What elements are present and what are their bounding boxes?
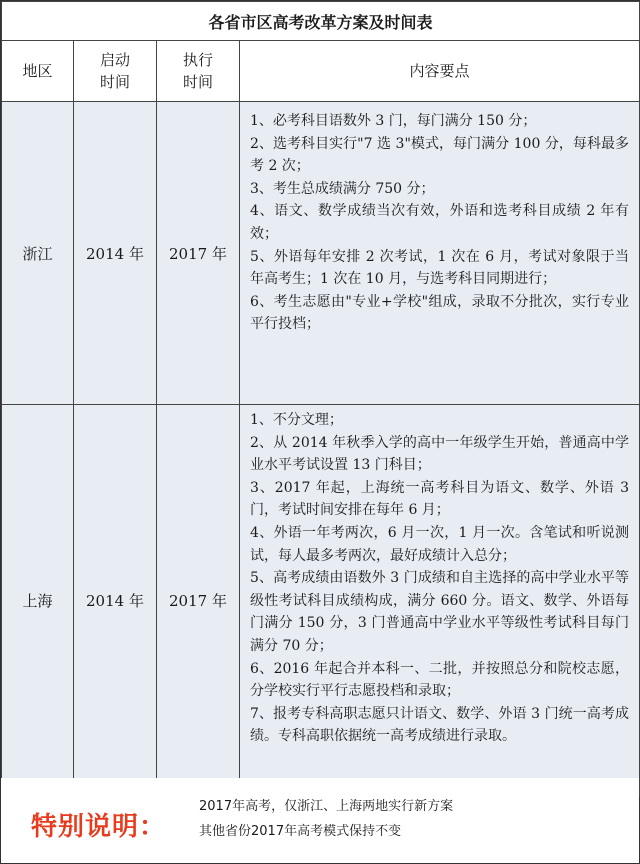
content-point: 5、高考成绩由语数外 3 门成绩和自主选择的高中学业水平等级性考试科目成绩构成，满分 660 分。语文、数学、外语每门满分 150 分，3 门普通高中学业水平等级性考试科目每门满分 70 分； — [250, 570, 630, 654]
special-note-label: 特别说明： — [31, 812, 167, 842]
content-point: 3、考生总成绩满分 750 分； — [250, 180, 435, 197]
table-row-shanghai — [2, 405, 640, 797]
start-time-cell: 2014 年 — [74, 102, 157, 405]
region-cell: 上海 — [2, 405, 74, 797]
content-point: 3、2017 年起，上海统一高考科目为语文、数学、外语 3 门，考试时间安排在每年 6 月； — [250, 479, 630, 519]
special-note-lines — [199, 794, 453, 844]
table-title-row — [2, 2, 640, 41]
content-point: 6、考生志愿由"专业+学校"组成，录取不分批次，实行专业平行投档； — [250, 293, 630, 333]
header-content — [240, 41, 640, 102]
region-cell: 浙江 — [2, 102, 74, 405]
special-note — [1, 778, 639, 863]
header-start-line2: 时间 — [99, 73, 130, 91]
header-region — [2, 41, 74, 102]
table-header-row — [2, 41, 640, 102]
content-point: 2、选考科目实行"7 选 3"模式，每门满分 100 分，每科最多考 2 次； — [250, 135, 630, 175]
header-region-label: 地区 — [22, 62, 53, 80]
content-cell — [240, 102, 640, 405]
content-point: 2、从 2014 年秋季入学的高中一年级学生开始，普通高中学业水平考试设置 13 门科目； — [250, 434, 630, 474]
table-title: 各省市区高考改革方案及时间表 — [2, 2, 640, 41]
content-point: 7、报考专科高职志愿只计语文、数学、外语 3 门统一高考成绩。专科高职依据统一高考成绩进行录取。 — [250, 705, 630, 745]
content-point: 4、语文、数学成绩当次有效，外语和选考科目成绩 2 年有效； — [250, 203, 630, 242]
content-cell — [240, 405, 640, 797]
exec-time-cell: 2017 年 — [157, 102, 240, 405]
content-point: 5、外语每年安排 2 次考试，1 次在 6 月，考试对象限于当年高考生；1 次在 10 月，与选考科目同期进行； — [250, 248, 630, 288]
table-row-zhejiang — [2, 102, 640, 405]
content-point: 6、2016 年起合并本科一、二批，并按照总分和院校志愿，分学校实行平行志愿投档和录取； — [250, 660, 630, 700]
content-point: 1、不分文理； — [250, 412, 343, 428]
header-content-label: 内容要点 — [409, 62, 470, 80]
special-note-line: 其他省份2017年高考模式保持不变 — [199, 824, 402, 839]
header-start-time — [74, 41, 157, 102]
header-start-line1: 启动 — [99, 51, 130, 69]
reform-table — [1, 1, 640, 797]
content-point: 1、必考科目语数外 3 门，每门满分 150 分； — [250, 113, 537, 129]
header-exec-line1: 执行 — [182, 51, 213, 69]
special-note-line: 2017年高考，仅浙江、上海两地实行新方案 — [199, 799, 454, 814]
exec-time-cell: 2017 年 — [157, 405, 240, 797]
header-exec-time — [157, 41, 240, 102]
start-time-cell: 2014 年 — [74, 405, 157, 797]
content-point: 4、外语一年考两次，6 月一次，1 月一次。含笔试和听说测试，每人最多考两次，最好成绩计入总分； — [250, 524, 630, 564]
header-exec-line2: 时间 — [182, 73, 213, 91]
